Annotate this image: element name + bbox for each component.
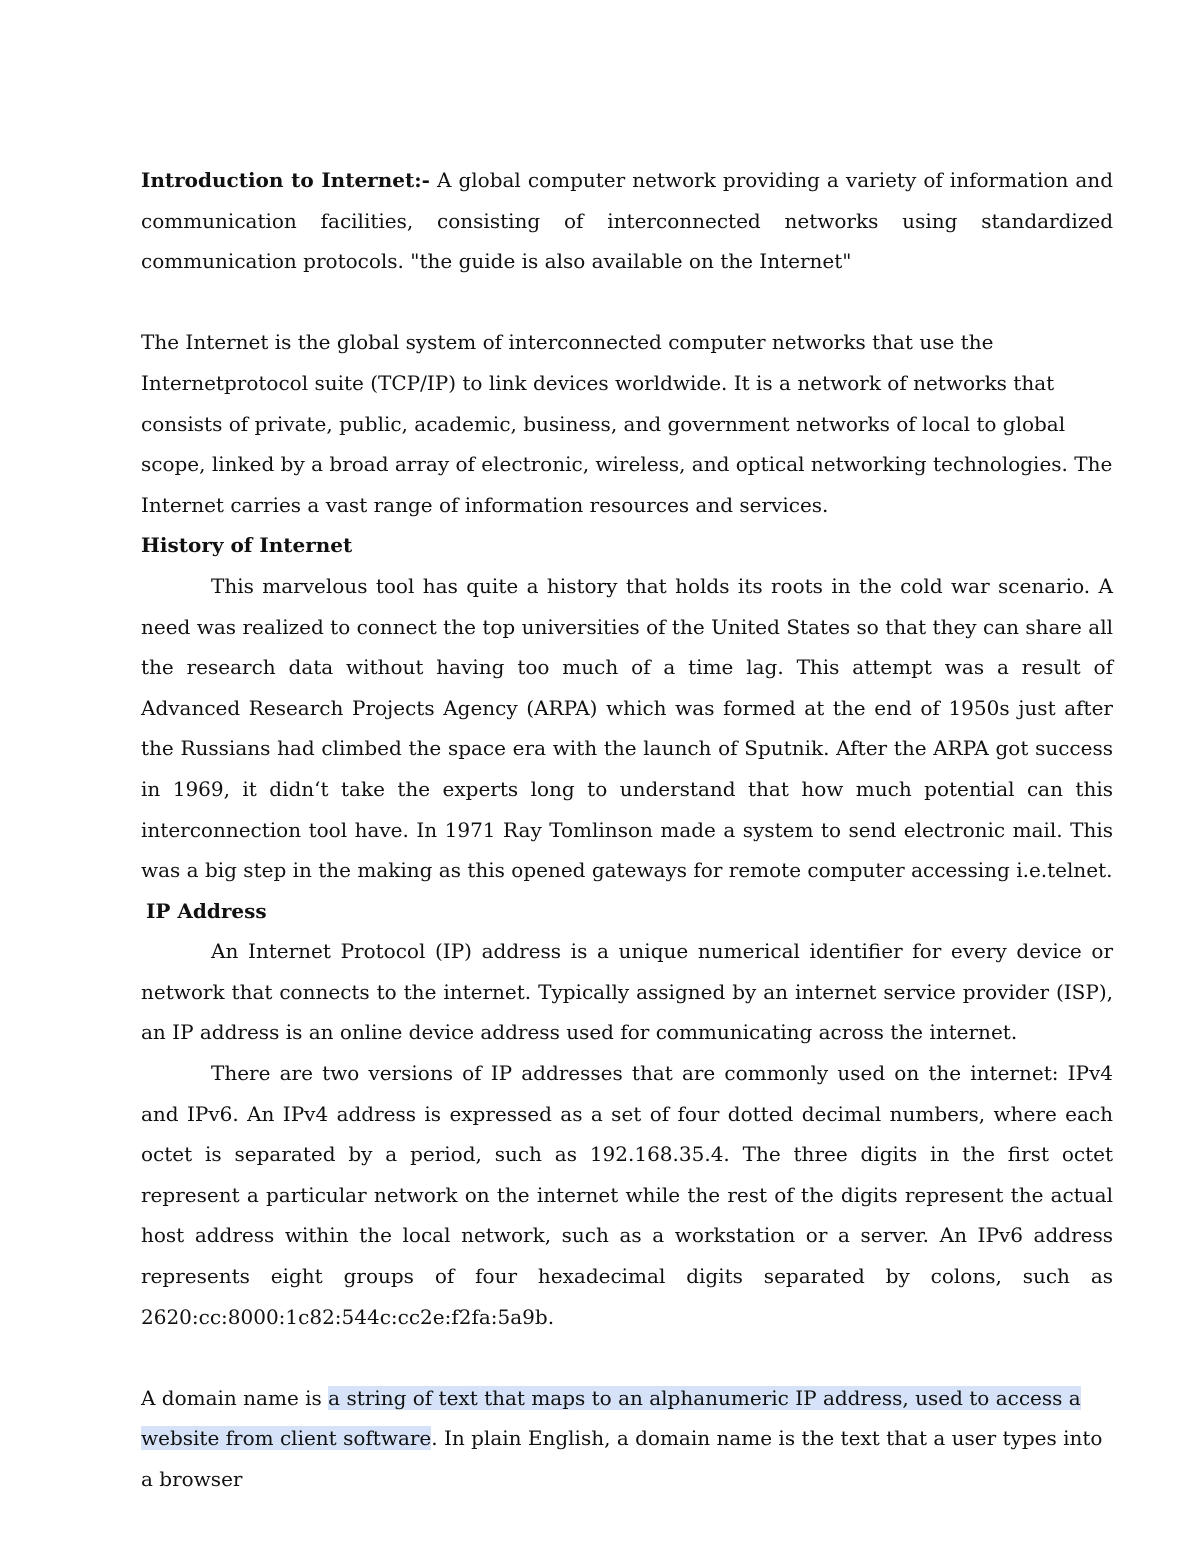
domain-highlighted-text[interactable]: a string of text that maps to an alphanumeric IP address, used to access a website from client software xyxy=(141,1385,1081,1451)
ip-address-paragraph-1: An Internet Protocol (IP) address is a unique numerical identifier for every device or network that connects to the internet. Typically assigned by an internet service provider (ISP), an IP address is an online device address used for communicating across the internet. xyxy=(141,939,1113,1045)
history-paragraph: This marvelous tool has quite a history that holds its roots in the cold war scenario. A need was realized to connect the top universities of the United States so that they can share all the research data without having too much of a time lag. This attempt was a result of Advanced Research Projects Agency (ARPA) which was formed at the end of 1950s just after the Russians had climbed the space era with the launch of Sputnik. After the ARPA got success in 1969, it didn‘t take the experts long to understand that how much potential can this interconnection tool have. In 1971 Ray Tomlinson made a system to send electronic mail. This was a big step in the making as this opened gateways for remote computer accessing i.e.telnet. xyxy=(141,573,1113,883)
document-body xyxy=(141,160,1113,1500)
spacer xyxy=(141,282,1113,323)
ip-address-heading: IP Address xyxy=(146,898,267,923)
intro-text: A global computer network providing a variety of information and communication facilities, consisting of interconnected networks using standardized communication protocols. "the guide is also available on the Internet" xyxy=(141,168,1113,274)
domain-suffix: . In plain English, a domain name is the text that a user types into a browser xyxy=(141,1426,1103,1491)
ip-address-paragraph-2: There are two versions of IP addresses that are commonly used on the internet: IPv4 and IPv6. An IPv4 address is expressed as a set of four dotted decimal numbers, where each octet is separated by a period, such as 192.168.35.4. The three digits in the first octet represent a particular network on the internet while the rest of the digits represent the actual host address within the local network, such as a workstation or a server. An IPv6 address represents eight groups of four hexadecimal digits separated by colons, such as 2620:cc:8000:1c82:544c:cc2e:f2fa:5a9b. xyxy=(141,1061,1113,1329)
domain-prefix: A domain name is xyxy=(141,1385,329,1410)
history-heading: History of Internet xyxy=(141,533,353,558)
internet-paragraph: The Internet is the global system of interconnected computer networks that use the Internetprotocol suite (TCP/IP) to link devices worldwide. It is a network of networks that consists of private, public, academic, business, and government networks of local to global scope, linked by a broad array of electronic, wireless, and optical networking technologies. The Internet carries a vast range of information resources and services. xyxy=(141,330,1113,517)
intro-title: Introduction to Internet:- xyxy=(141,168,430,192)
domain-paragraph xyxy=(141,1378,1113,1500)
spacer xyxy=(141,1337,1113,1378)
intro-paragraph xyxy=(141,160,1113,282)
